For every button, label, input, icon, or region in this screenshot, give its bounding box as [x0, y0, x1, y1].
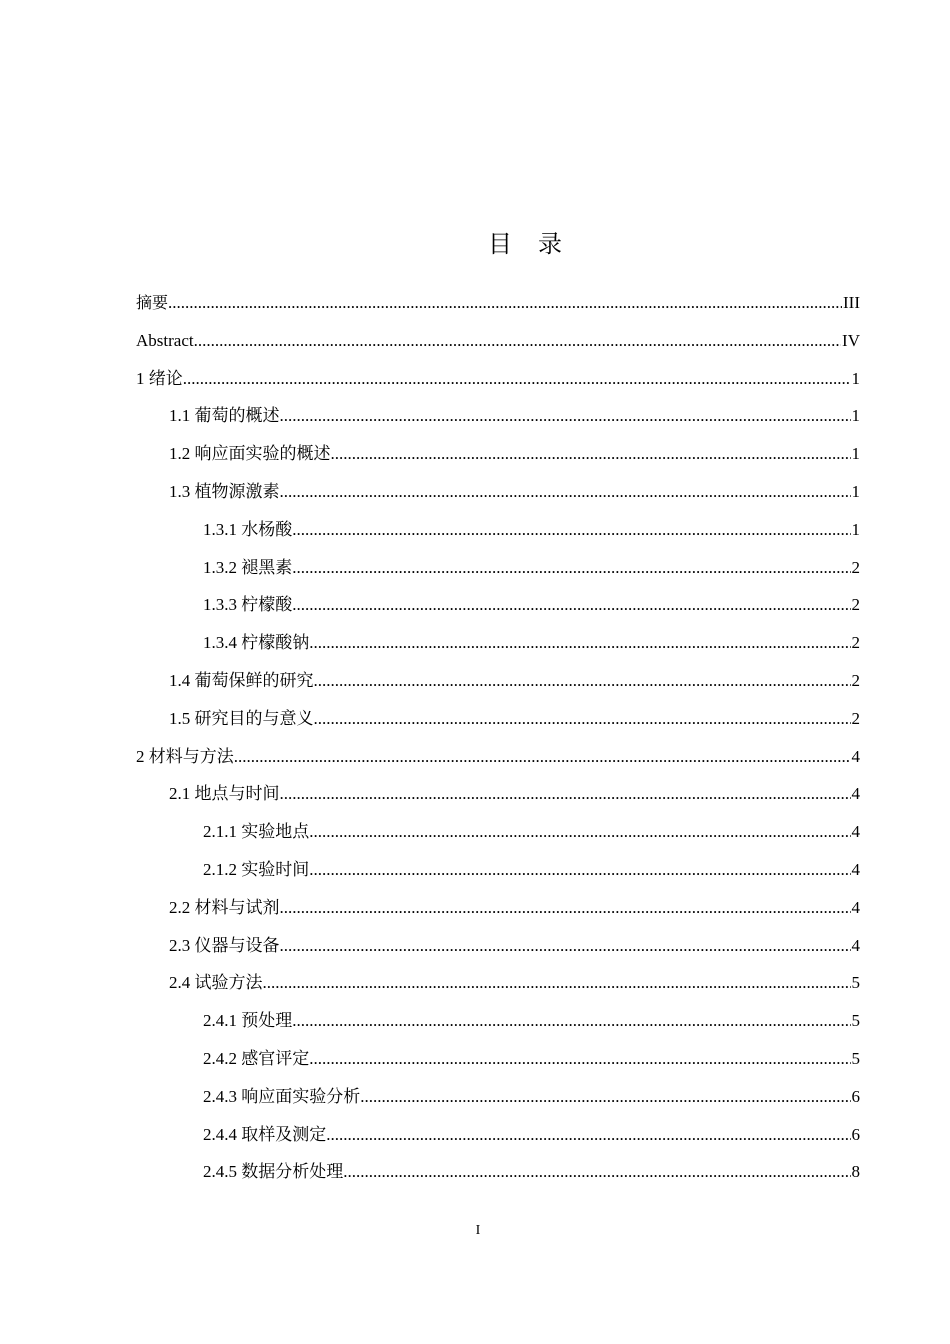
- toc-entry-page: 4: [851, 859, 860, 879]
- toc-entry-page: III: [843, 293, 860, 312]
- toc-entry[interactable]: [136, 397, 860, 435]
- toc-entry-label: 2.4.1 预处理: [203, 1011, 293, 1031]
- toc-entry-label: 1.3 植物源激素: [169, 481, 280, 501]
- toc-dot-leader: [280, 397, 851, 435]
- toc-entry-page: 5: [851, 1011, 860, 1031]
- toc-entry-label: 2.4.5 数据分析处理: [203, 1162, 344, 1182]
- toc-entry[interactable]: [136, 700, 860, 738]
- toc-entry[interactable]: [136, 624, 860, 662]
- toc-entry[interactable]: [136, 586, 860, 624]
- toc-dot-leader: [168, 284, 842, 322]
- toc-entry[interactable]: [136, 360, 860, 398]
- toc-entry-label: 2.1.1 实验地点: [203, 822, 310, 842]
- toc-entry-label: Abstract: [136, 330, 194, 350]
- toc-dot-leader: [194, 322, 841, 360]
- toc-dot-leader: [343, 1153, 850, 1191]
- toc-dot-leader: [309, 813, 850, 851]
- toc-entry-page: 1: [851, 406, 860, 426]
- toc-entry[interactable]: [136, 889, 860, 927]
- toc-entry-page: 4: [851, 822, 860, 842]
- toc-entry-page: 1: [851, 519, 860, 539]
- toc-dot-leader: [183, 360, 851, 398]
- toc-title: 目录: [488, 230, 588, 258]
- toc-list: [136, 284, 860, 1191]
- toc-dot-leader: [292, 1002, 850, 1040]
- toc-entry-label: 2.4.2 感官评定: [203, 1048, 310, 1068]
- toc-entry-label: 1.4 葡萄保鲜的研究: [169, 670, 314, 690]
- toc-entry[interactable]: [136, 964, 860, 1002]
- toc-entry[interactable]: [136, 284, 860, 322]
- toc-entry[interactable]: [136, 549, 860, 587]
- toc-entry[interactable]: [136, 775, 860, 813]
- toc-entry-page: 4: [851, 897, 860, 917]
- toc-dot-leader: [234, 738, 851, 776]
- toc-entry-label: 2.4.4 取样及测定: [203, 1124, 327, 1144]
- toc-dot-leader: [326, 1116, 850, 1154]
- toc-entry-label: 1.3.2 褪黑素: [203, 557, 293, 577]
- toc-entry[interactable]: [136, 1116, 860, 1154]
- toc-dot-leader: [280, 775, 851, 813]
- toc-entry-page: IV: [842, 330, 860, 350]
- toc-entry-page: 2: [851, 670, 860, 690]
- toc-entry[interactable]: [136, 738, 860, 776]
- toc-entry-page: 4: [851, 784, 860, 804]
- toc-entry-page: 2: [851, 708, 860, 728]
- toc-entry-page: 2: [851, 633, 860, 653]
- toc-dot-leader: [360, 1078, 850, 1116]
- toc-entry-label: 摘要: [136, 293, 169, 312]
- toc-entry-label: 1.3.3 柠檬酸: [203, 595, 293, 615]
- toc-entry-page: 5: [851, 973, 860, 993]
- toc-dot-leader: [309, 624, 850, 662]
- toc-entry[interactable]: [136, 1002, 860, 1040]
- toc-entry-label: 2.3 仪器与设备: [169, 935, 280, 955]
- toc-entry-label: 1.3.1 水杨酸: [203, 519, 293, 539]
- toc-entry-label: 2.2 材料与试剂: [169, 897, 280, 917]
- toc-entry-label: 1.1 葡萄的概述: [169, 406, 280, 426]
- toc-entry[interactable]: [136, 511, 860, 549]
- toc-entry-page: 6: [851, 1124, 860, 1144]
- toc-entry-page: 2: [851, 595, 860, 615]
- toc-entry-label: 2.4 试验方法: [169, 973, 263, 993]
- toc-dot-leader: [280, 927, 851, 965]
- toc-entry[interactable]: [136, 851, 860, 889]
- toc-entry[interactable]: [136, 473, 860, 511]
- toc-dot-leader: [309, 1040, 850, 1078]
- toc-entry-label: 1.3.4 柠檬酸钠: [203, 633, 310, 653]
- toc-entry-label: 1.2 响应面实验的概述: [169, 444, 331, 464]
- toc-entry-page: 1: [851, 444, 860, 464]
- toc-entry[interactable]: [136, 927, 860, 965]
- toc-entry-page: 5: [851, 1048, 860, 1068]
- toc-entry-page: 4: [851, 935, 860, 955]
- toc-entry-label: 1.5 研究目的与意义: [169, 708, 314, 728]
- toc-dot-leader: [331, 435, 851, 473]
- toc-dot-leader: [280, 473, 851, 511]
- toc-entry[interactable]: [136, 435, 860, 473]
- toc-entry-label: 2.4.3 响应面实验分析: [203, 1086, 361, 1106]
- toc-entry-label: 2.1 地点与时间: [169, 784, 280, 804]
- toc-dot-leader: [292, 511, 850, 549]
- toc-dot-leader: [314, 700, 851, 738]
- page-number: I: [475, 1223, 481, 1238]
- toc-entry-page: 2: [851, 557, 860, 577]
- toc-entry-page: 6: [851, 1086, 860, 1106]
- toc-dot-leader: [263, 964, 851, 1002]
- toc-entry[interactable]: [136, 813, 860, 851]
- toc-dot-leader: [292, 586, 850, 624]
- toc-entry-page: 1: [851, 481, 860, 501]
- toc-entry[interactable]: [136, 662, 860, 700]
- toc-dot-leader: [292, 549, 850, 587]
- toc-entry[interactable]: [136, 322, 860, 360]
- toc-dot-leader: [280, 889, 851, 927]
- toc-dot-leader: [314, 662, 851, 700]
- toc-entry-label: 2.1.2 实验时间: [203, 859, 310, 879]
- toc-entry-page: 4: [851, 746, 860, 766]
- toc-entry[interactable]: [136, 1040, 860, 1078]
- toc-entry-page: 1: [851, 368, 860, 388]
- toc-entry[interactable]: [136, 1078, 860, 1116]
- toc-entry-label: 1 绪论: [136, 368, 183, 388]
- toc-entry[interactable]: [136, 1153, 860, 1191]
- toc-dot-leader: [309, 851, 850, 889]
- toc-entry-label: 2 材料与方法: [136, 746, 234, 766]
- toc-entry-page: 8: [851, 1162, 860, 1182]
